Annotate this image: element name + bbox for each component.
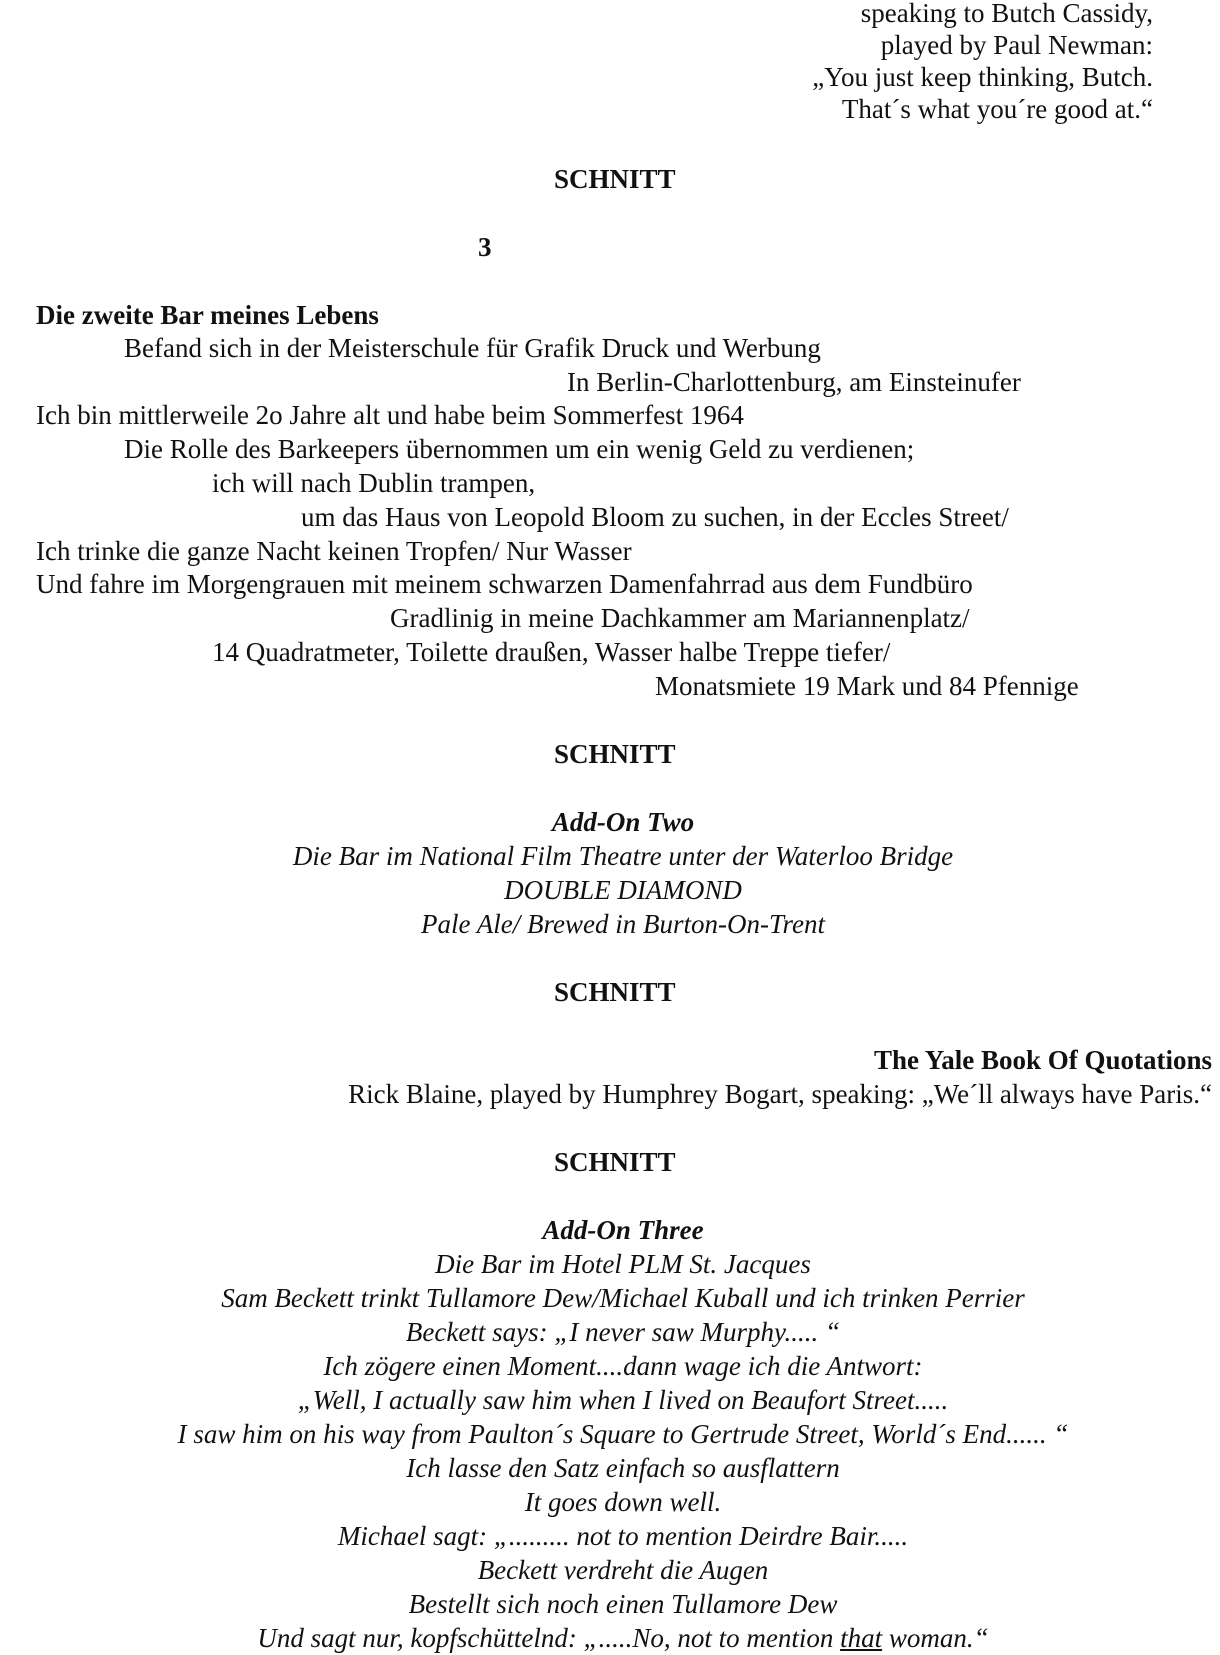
section-line: Und fahre im Morgengrauen mit meinem schwarzen Damenfahrrad aus dem Fundbüro — [36, 569, 973, 599]
section-line: ich will nach Dublin trampen, — [212, 468, 536, 498]
addon-line: Michael sagt: „......... not to mention Deirdre Bair..... — [337, 1521, 909, 1551]
section-line: Ich trinke die ganze Nacht keinen Tropfen/ Nur Wasser — [36, 536, 632, 566]
addon-last-underlined: that — [840, 1623, 883, 1653]
addon-last-line — [0, 1621, 1220, 1655]
addon-title: Add-On Two — [551, 807, 695, 837]
addon-line: Die Bar im Hotel PLM St. Jacques — [435, 1249, 811, 1279]
cut-label: SCHNITT — [554, 977, 676, 1007]
addon-line: Beckett says: „I never saw Murphy..... “ — [405, 1317, 841, 1347]
section-line: um das Haus von Leopold Bloom zu suchen, in der Eccles Street/ — [301, 502, 1009, 532]
addon-title: Add-On Three — [542, 1215, 704, 1245]
intro-line-3: „You just keep thinking, Butch. — [812, 62, 1153, 92]
section-heading: Die zweite Bar meines Lebens — [36, 300, 379, 330]
addon-line: It goes down well. — [524, 1487, 722, 1517]
addon-last-pre: Und sagt nur, kopfschüttelnd: „.....No, not to mention — [257, 1623, 841, 1653]
section-line: Monatsmiete 19 Mark und 84 Pfennige — [655, 671, 1079, 701]
addon-line: Beckett verdreht die Augen — [477, 1555, 769, 1585]
section-line: Ich bin mittlerweile 2o Jahre alt und habe beim Sommerfest 1964 — [36, 400, 744, 430]
addon-line: Sam Beckett trinkt Tullamore Dew/Michael Kuball und ich trinken Perrier — [221, 1283, 1025, 1313]
addon-line: Die Bar im National Film Theatre unter der Waterloo Bridge — [292, 841, 954, 871]
cut-label: SCHNITT — [554, 739, 676, 769]
addon-last-post: woman.“ — [882, 1623, 989, 1653]
addon-line: Ich zögere einen Moment....dann wage ich die Antwort: — [323, 1351, 923, 1381]
section-number: 3 — [478, 232, 492, 262]
yale-quote: Rick Blaine, played by Humphrey Bogart, speaking: „We´ll always have Paris.“ — [348, 1079, 1212, 1109]
section-line: Gradlinig in meine Dachkammer am Mariannenplatz/ — [390, 603, 970, 633]
cut-label: SCHNITT — [554, 1147, 676, 1177]
addon-line: Pale Ale/ Brewed in Burton-On-Trent — [421, 909, 825, 939]
intro-line-4: That´s what you´re good at.“ — [841, 94, 1153, 124]
cut-label: SCHNITT — [554, 164, 676, 194]
intro-line-1: speaking to Butch Cassidy, — [860, 0, 1153, 28]
yale-heading: The Yale Book Of Quotations — [873, 1045, 1212, 1075]
section-line: 14 Quadratmeter, Toilette draußen, Wasser halbe Treppe tiefer/ — [212, 637, 891, 667]
addon-line: Bestellt sich noch einen Tullamore Dew — [408, 1589, 838, 1619]
addon-line: I saw him on his way from Paulton´s Square to Gertrude Street, World´s End...... “ — [177, 1419, 1069, 1449]
addon-line: „Well, I actually saw him when I lived on Beaufort Street..... — [297, 1385, 949, 1415]
addon-line: DOUBLE DIAMOND — [504, 875, 742, 905]
section-line: In Berlin-Charlottenburg, am Einsteinufer — [567, 367, 1021, 397]
section-line: Die Rolle des Barkeepers übernommen um ein wenig Geld zu verdienen; — [124, 434, 915, 464]
intro-line-2: played by Paul Newman: — [880, 30, 1153, 60]
addon-line: Ich lasse den Satz einfach so ausflattern — [406, 1453, 840, 1483]
section-line: Befand sich in der Meisterschule für Grafik Druck und Werbung — [124, 333, 821, 363]
